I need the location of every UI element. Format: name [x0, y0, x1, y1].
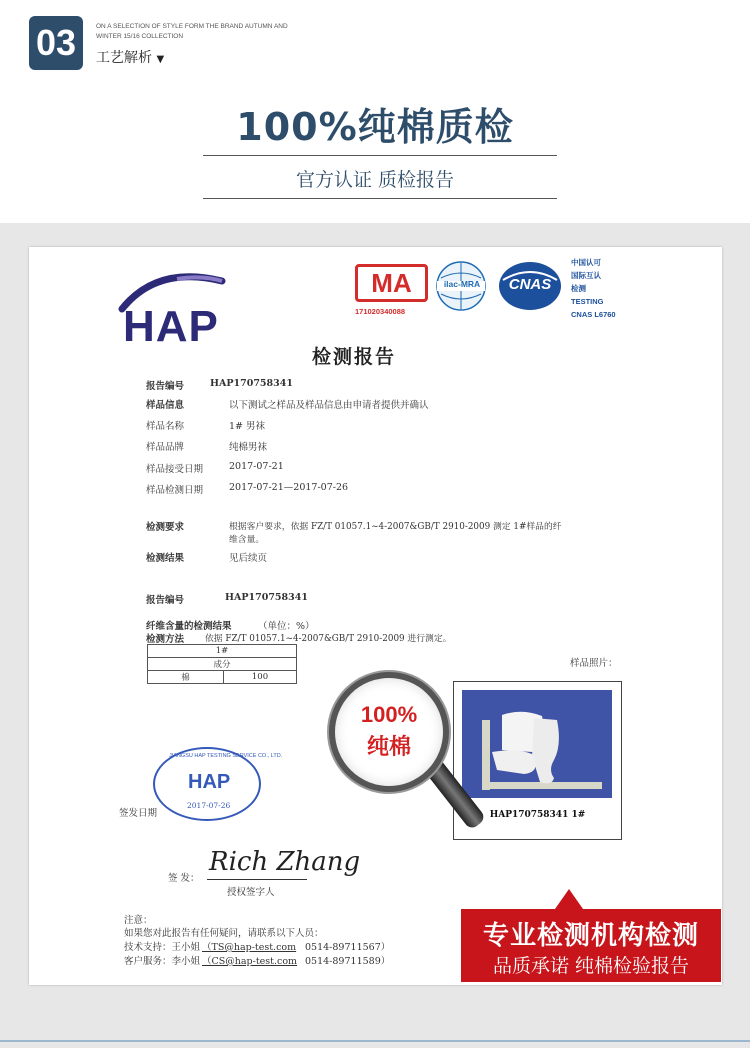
method-value: 依据 FZ/T 01057.1~4-2007&GB/T 2910-2009 进行测定。: [205, 634, 452, 644]
requirement-text: 根据客户要求，依据 FZ/T 01057.1~4-2007&GB/T 2910-2009 测定 1#样品的纤: [229, 522, 562, 532]
ilac-mra-label: ilac-MRA: [443, 279, 481, 289]
field-label: 样品接受日期: [146, 464, 204, 475]
sample-photo-image: [462, 690, 612, 798]
field-value: 2017-07-21: [229, 461, 284, 472]
requirement-label: 检测要求: [146, 522, 185, 533]
divider: [203, 155, 557, 156]
cnas-side-line: CNAS L6760: [571, 310, 616, 319]
stamp-ring-text: JIANGSU HAP TESTING SERVICE CO., LTD.: [169, 753, 283, 759]
report-number-label: 报告编号: [146, 595, 185, 606]
field-value: 1# 男袜: [229, 421, 266, 432]
fiber-result-unit: （单位：%）: [258, 621, 315, 632]
cnas-side-line: 中国认可: [571, 258, 601, 267]
page-title: 100%纯棉质检: [236, 105, 514, 149]
banner-pointer: [555, 889, 583, 909]
signer-label: 签 发：: [168, 873, 200, 884]
signer-role: 授权签字人: [227, 887, 275, 898]
promo-banner: [461, 909, 721, 982]
magnifier-lens: [329, 672, 449, 792]
contact-role: 客户服务：李小姐: [124, 956, 201, 967]
field-value: 纯棉男袜: [229, 442, 268, 453]
report-number-value: HAP170758341: [225, 592, 308, 603]
cnas-label: CNAS: [508, 276, 552, 293]
result-label: 检测结果: [146, 553, 185, 564]
cnas-side-line: TESTING: [571, 297, 604, 306]
page-subtitle: 官方认证 质检报告: [295, 169, 455, 191]
fiber-table: [147, 644, 297, 684]
section-label-text: 工艺解析: [96, 50, 152, 66]
official-stamp: [153, 747, 283, 821]
table-row: [148, 671, 297, 684]
section-number-badge: 03: [29, 16, 83, 70]
field-label: 样品检测日期: [146, 485, 204, 496]
banner-subline: 品质承诺 纯棉检验报告: [492, 955, 690, 977]
signature-line: [207, 879, 307, 880]
sign-date-label: 签发日期: [119, 808, 158, 819]
field-value: 2017-07-21—2017-07-26: [229, 482, 349, 493]
contact-role: 技术支持：王小姐: [124, 942, 201, 953]
contact-phone: 0514-89711589）: [305, 956, 391, 967]
stamp-date: 2017-07-26: [187, 801, 231, 810]
field-label: 样品信息: [146, 400, 185, 411]
field-value: 以下测试之样品及样品信息由申请者提供并确认: [229, 400, 429, 411]
cma-logo: MA: [355, 264, 428, 302]
photo-label: 样品照片：: [570, 658, 618, 669]
field-label: 报告编号: [146, 381, 185, 392]
field-value: HAP170758341: [210, 378, 293, 389]
note-text: 如果您对此报告有任何疑问，请联系以下人员：: [124, 928, 324, 939]
contact-phone: 0514-89711567）: [305, 942, 391, 953]
magnifier-text: 纯棉: [366, 735, 411, 760]
contact-email: （TS@hap-test.com: [202, 942, 297, 953]
note-label: 注意：: [124, 915, 153, 926]
cnas-side-text: [571, 256, 616, 321]
table-cell: 成分: [148, 658, 297, 671]
section-english-tag: ON A SELECTION OF STYLE FORM THE BRAND AUTUMN AND WINTER 15/16 COLLECTION: [96, 23, 288, 40]
table-cell: 棉: [148, 671, 224, 684]
method-label: 检测方法: [146, 634, 185, 645]
cnas-side-line: 检测: [571, 284, 586, 293]
signature: Rich Zhang: [209, 847, 361, 877]
hap-logo: HAP: [123, 302, 219, 351]
cnas-side-line: 国际互认: [571, 271, 601, 280]
banner-headline: 专业检测机构检测: [482, 921, 699, 951]
magnifier-text: 100%: [360, 702, 418, 727]
table-cell: 100: [224, 671, 297, 684]
stamp-logo: HAP: [188, 771, 231, 793]
table-cell: 1#: [148, 645, 297, 658]
fiber-result-label: 纤维含量的检测结果: [146, 621, 232, 632]
test-report-document: [29, 247, 722, 985]
triangle-down-icon: ▼: [156, 54, 165, 65]
report-title: 检测报告: [312, 346, 397, 368]
contact-email: （CS@hap-test.com: [202, 956, 298, 967]
requirement-text: 维含量。: [229, 535, 265, 545]
divider: [0, 1040, 750, 1042]
result-value: 见后续页: [229, 553, 268, 564]
section-label: [96, 47, 164, 67]
field-label: 样品名称: [146, 421, 185, 432]
photo-caption: HAP170758341 1#: [489, 810, 586, 820]
socks-image-icon: [462, 690, 612, 798]
cma-number: 171020340088: [355, 307, 406, 316]
field-label: 样品品牌: [146, 442, 185, 453]
divider: [203, 198, 557, 199]
